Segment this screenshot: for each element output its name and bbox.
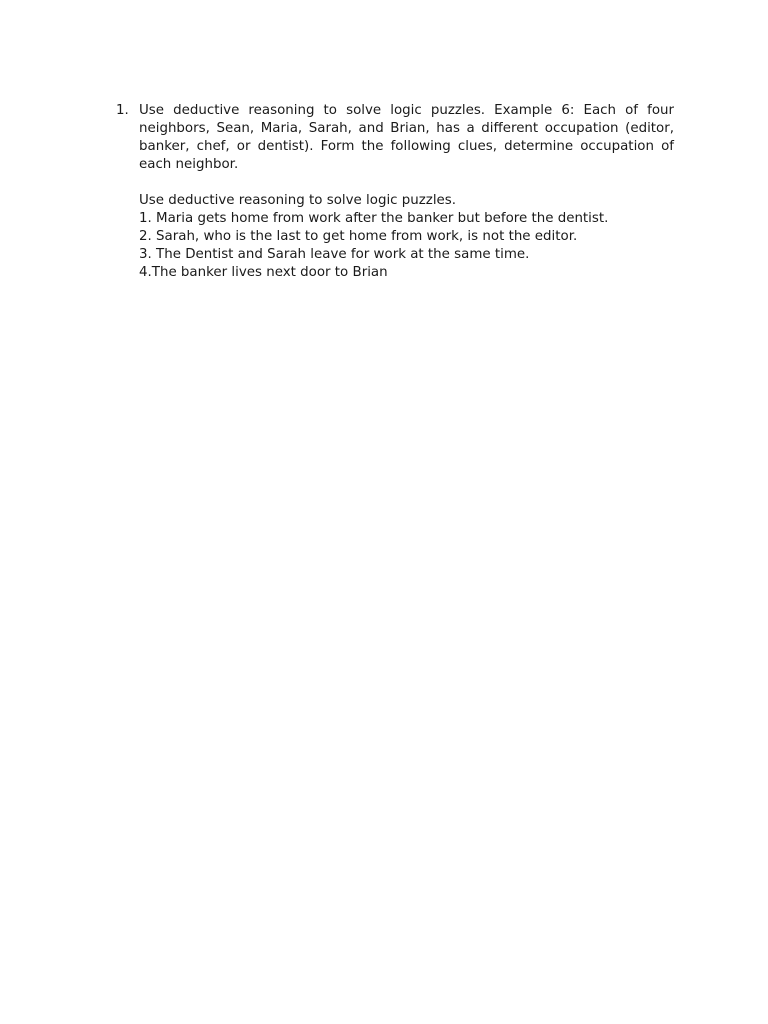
puzzle-description: Use deductive reasoning to solve logic puzzles. Example 6: Each of four neighbors, Sean, Maria, Sarah, and Brian, has a different occupation (editor, banker, chef, or dentist). Form the following clues, determine occupation of each neighbor. (139, 103, 674, 172)
clue-item: 1. Maria gets home from work after the banker but before the dentist. (139, 211, 609, 226)
clue-item: 4.The banker lives next door to Brian (139, 265, 388, 280)
clue-item: 2. Sarah, who is the last to get home from work, is not the editor. (139, 229, 578, 244)
instruction-line: Use deductive reasoning to solve logic puzzles. (139, 193, 457, 208)
clue-list (139, 210, 674, 282)
list-item-number: 1. (116, 103, 129, 118)
list-item-body (139, 102, 674, 282)
clue-item: 3. The Dentist and Sarah leave for work at the same time. (139, 247, 530, 262)
